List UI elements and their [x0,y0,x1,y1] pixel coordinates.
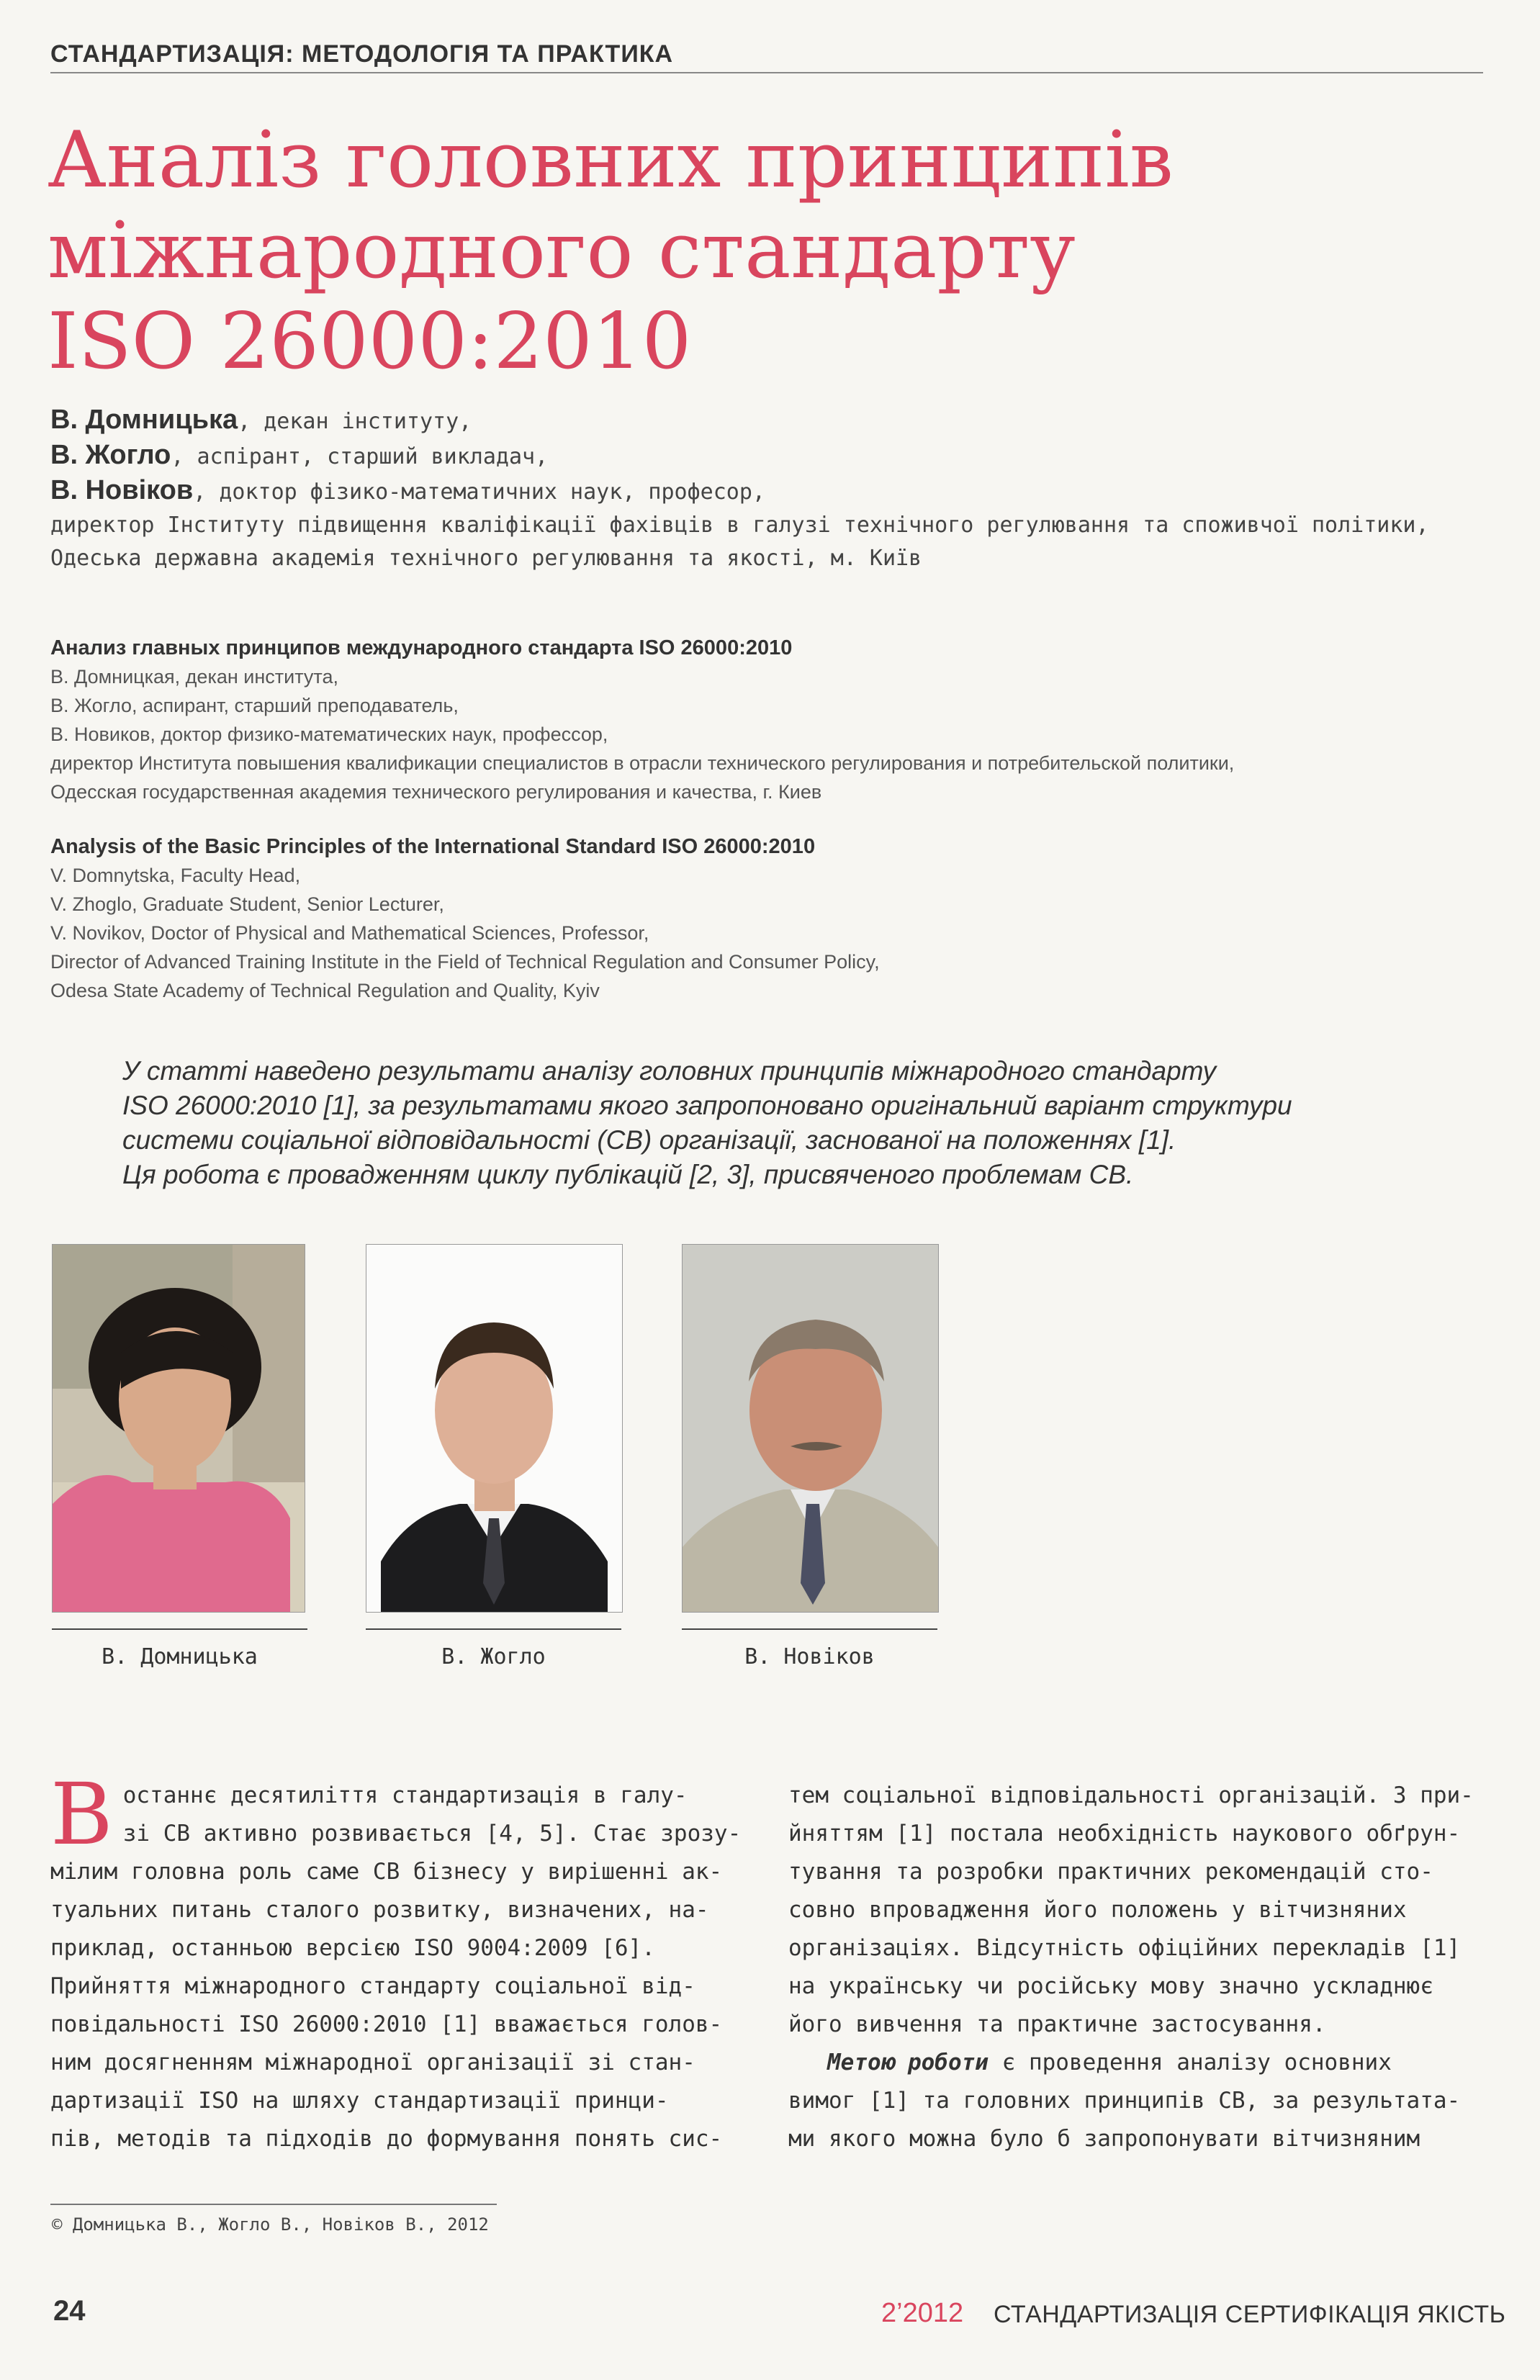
footnote-divider [50,2204,497,2205]
body-line: совно впровадження його положень у вітчизняних [788,1897,1407,1923]
body-line: ним досягненням міжнародної організації зі стан- [50,2050,695,2075]
body-line: вимог [1] та головних принципів СВ, за результата- [788,2088,1461,2114]
emphasis-goal: Метою роботи [827,2050,989,2075]
abstract-line: У статті наведено результати аналізу головних принципів міжнародного стандарту [122,1056,1217,1086]
abstract-line: ISO 26000:2010 [1], за результатами якого запропоновано оригінальний варіант структури [122,1091,1292,1120]
english-line: V. Novikov, Doctor of Physical and Mathematical Sciences, Professor, [50,922,649,944]
drop-cap: В [50,1764,113,1864]
body-column-right [788,1777,1494,2158]
journal-name: СТАНДАРТИЗАЦІЯ СЕРТИФІКАЦІЯ ЯКІСТЬ [994,2301,1506,2328]
body-line: повідальності ISO 26000:2010 [1] вважається голов- [50,2011,723,2037]
body-line: пів, методів та підходів до формування понять сис- [50,2126,723,2152]
affiliation-line: Одеська державна академія технічного регулювання та якості, м. Київ [50,546,922,571]
english-line: Director of Advanced Training Institute in the Field of Technical Regulation and Consumer Policy, [50,951,880,973]
body-line: останнє десятиліття стандартизація в галу- [122,1782,688,1808]
body-line: тем соціальної відповідальності організацій. З при- [788,1782,1474,1808]
body-line: організаціях. Відсутність офіційних перекладів [1] [788,1935,1461,1961]
body-line: дартизації ISO на шляху стандартизації принци- [50,2088,669,2114]
author-photo-novikov [682,1244,939,1613]
portrait-older-man-image [683,1245,938,1612]
body-text: є проведення аналізу основних [988,2050,1392,2075]
article-title [48,115,1415,387]
photo-caption: В. Жогло [441,1644,546,1669]
english-title: Analysis of the Basic Principles of the International Standard ISO 26000:2010 [50,835,816,858]
author-name: В. Домницька [50,405,238,435]
author-name: В. Новіков [50,475,194,505]
abstract-line: системи соціальної відповідальності (СВ) організації, заснованої на положеннях [1]. [122,1125,1176,1155]
affiliation-line: директор Інституту підвищення кваліфікації фахівців в галузі технічного регулювання та споживчої політики, [50,513,1429,538]
caption-rule [366,1628,621,1630]
english-summary [50,832,1490,1005]
title-line: Аналіз головних принципів [48,115,1174,205]
body-line: мілим головна роль саме СВ бізнесу у вирішенні ак- [50,1859,723,1885]
body-column-left [50,1764,756,2158]
abstract [122,1054,1440,1192]
author-photo-domnytska [52,1244,305,1613]
title-line: міжнародного стандарту [48,206,1076,296]
header-divider [50,72,1483,73]
body-line: тування та розробки практичних рекомендацій сто- [788,1859,1433,1885]
portrait-young-man-image [366,1245,622,1612]
author-role: , доктор фізико-математичних наук, професор, [193,479,765,505]
caption-rule [682,1628,937,1630]
author-line [50,438,1490,474]
author-line [50,474,1490,509]
authors-ukrainian [50,403,1490,575]
russian-line: В. Домницкая, декан института, [50,666,338,688]
page-number: 24 [53,2295,86,2327]
photo-caption: В. Новіков [744,1644,875,1669]
english-line: V. Domnytska, Faculty Head, [50,865,301,886]
copyright-footnote: © Домницька В., Жогло В., Новіков В., 2012 [52,2214,489,2235]
body-line [788,2044,1494,2082]
body-line: його вивчення та практичне застосування. [788,2011,1326,2037]
body-line: Прийняття міжнародного стандарту соціальної від- [50,1973,695,1999]
russian-title: Анализ главных принципов международного стандарта ISO 26000:2010 [50,636,793,659]
title-line: ISO 26000:2010 [48,297,692,387]
caption-rule [52,1628,307,1630]
russian-line: директор Института повышения квалификации специалистов в отрасли технического регулирования и потребительской политики, [50,752,1235,774]
body-line: приклад, останньою версією ISO 9004:2009 [6]. [50,1935,655,1961]
russian-line: Одесская государственная академия технического регулирования и качества, г. Киев [50,781,822,803]
portrait-woman-image [53,1245,305,1612]
body-line: зі СВ активно розвивається [4, 5]. Стає зрозу- [122,1821,742,1847]
section-header: СТАНДАРТИЗАЦІЯ: МЕТОДОЛОГІЯ ТА ПРАКТИКА [50,40,674,68]
author-line [50,403,1490,438]
body-line: ми якого можна було б запропонувати вітчизняним [788,2126,1420,2152]
issue-number: 2’2012 [881,2298,964,2328]
body-line: туальних питань сталого розвитку, визначених, на- [50,1897,709,1923]
author-name: В. Жогло [50,440,171,470]
english-line: Odesa State Academy of Technical Regulation and Quality, Kyiv [50,980,600,1001]
author-role: , аспірант, старший викладач, [171,444,549,469]
photo-caption: В. Домницька [102,1644,258,1669]
author-role: , декан інституту, [238,409,472,434]
author-photo-zhoglo [366,1244,623,1613]
english-line: V. Zhoglo, Graduate Student, Senior Lecturer, [50,893,444,915]
abstract-line: Ця робота є провадженням циклу публікацій [2, 3], присвяченого проблемам СВ. [122,1160,1134,1189]
russian-summary [50,634,1490,806]
body-line: йняттям [1] постала необхідність наукового обґрун- [788,1821,1461,1847]
body-line: на українську чи російську мову значно ускладнює [788,1973,1433,1999]
russian-line: В. Жогло, аспирант, старший преподаватель, [50,695,459,716]
russian-line: В. Новиков, доктор физико-математических наук, профессор, [50,724,608,745]
